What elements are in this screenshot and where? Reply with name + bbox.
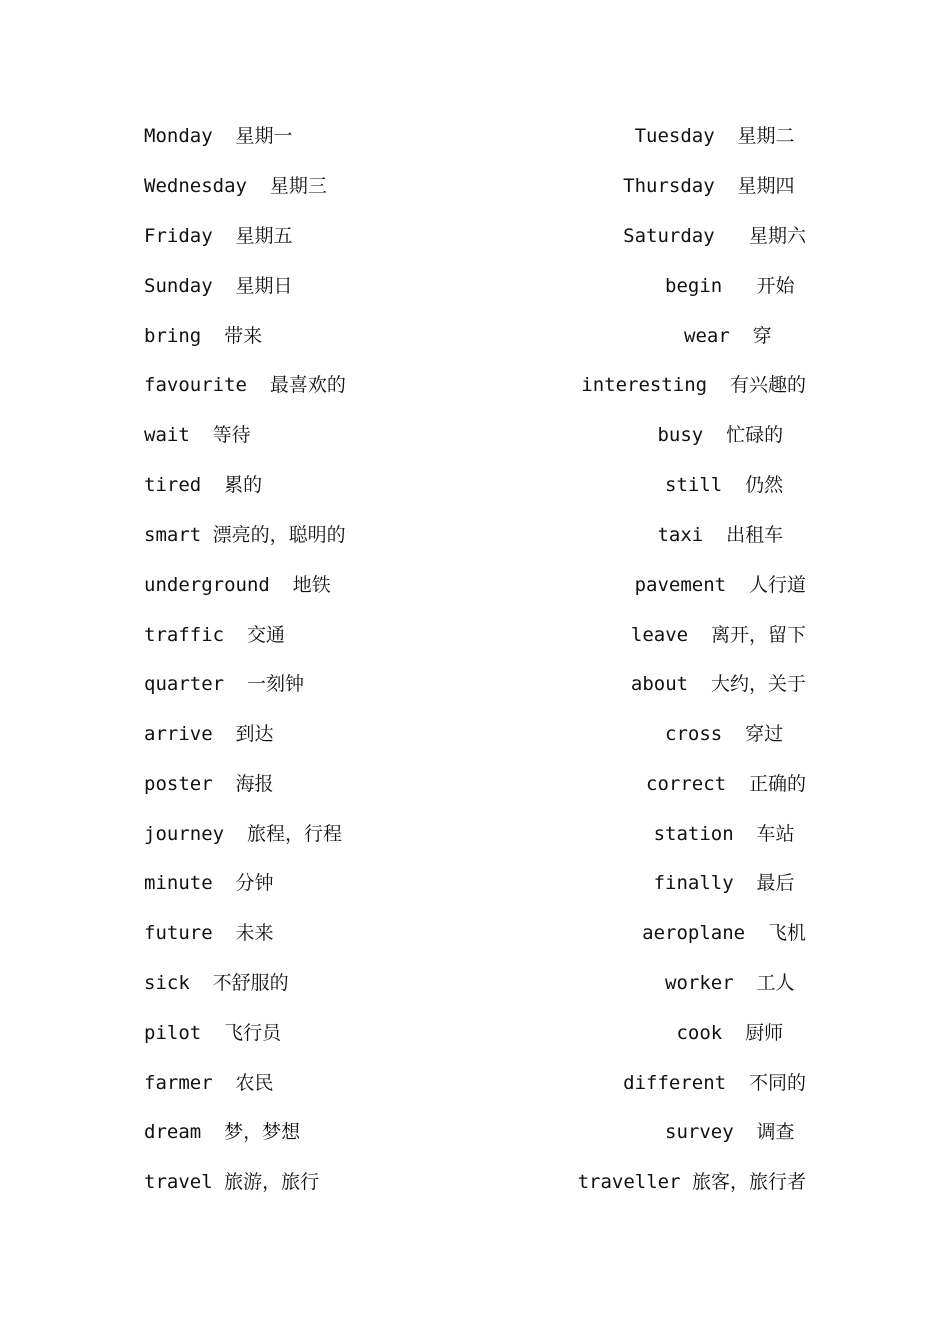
vocab-left: pilot 飞行员 xyxy=(144,1022,282,1044)
vocab-right: cross 穿过 xyxy=(665,723,806,745)
vocab-left: bring 带来 xyxy=(144,325,263,347)
vocab-right: taxi 出租车 xyxy=(657,524,806,546)
vocab-right: finally 最后 xyxy=(653,872,806,894)
vocab-row xyxy=(144,620,806,650)
vocab-row xyxy=(144,819,806,849)
vocab-left: Wednesday 星期三 xyxy=(144,175,327,197)
vocab-left: smart 漂亮的，聪明的 xyxy=(144,524,346,546)
vocab-left: traffic 交通 xyxy=(144,624,285,646)
vocab-left: quarter 一刻钟 xyxy=(144,673,304,695)
vocab-right: Tuesday 星期二 xyxy=(634,125,806,147)
vocab-right: traveller 旅客，旅行者 xyxy=(577,1171,806,1193)
vocab-left: sick 不舒服的 xyxy=(144,972,289,994)
vocab-left: minute 分钟 xyxy=(144,872,274,894)
vocab-row xyxy=(144,221,806,251)
vocab-left: arrive 到达 xyxy=(144,723,274,745)
vocab-row xyxy=(144,470,806,500)
vocab-left: Sunday 星期日 xyxy=(144,275,293,297)
vocab-left: future 未来 xyxy=(144,922,274,944)
vocab-right: busy 忙碌的 xyxy=(657,424,806,446)
vocab-row xyxy=(144,570,806,600)
vocab-left: poster 海报 xyxy=(144,773,274,795)
vocab-right: different 不同的 xyxy=(623,1072,806,1094)
vocab-right: pavement 人行道 xyxy=(634,574,806,596)
vocab-right: about 大约，关于 xyxy=(630,673,806,695)
vocab-row xyxy=(144,171,806,201)
vocab-row xyxy=(144,1018,806,1048)
vocab-row xyxy=(144,321,806,351)
vocab-left: dream 梦，梦想 xyxy=(144,1121,301,1143)
vocab-right: station 车站 xyxy=(653,823,806,845)
vocab-row xyxy=(144,1117,806,1147)
vocab-right: begin 开始 xyxy=(665,275,806,297)
vocab-row xyxy=(144,769,806,799)
vocab-right: correct 正确的 xyxy=(646,773,806,795)
vocab-right: interesting 有兴趣的 xyxy=(581,374,806,396)
vocab-left: wait 等待 xyxy=(144,424,251,446)
vocab-left: journey 旅程，行程 xyxy=(144,823,342,845)
vocab-row xyxy=(144,868,806,898)
vocab-left: travel 旅游，旅行 xyxy=(144,1171,320,1193)
vocab-right: leave 离开，留下 xyxy=(630,624,806,646)
vocab-right: aeroplane 飞机 xyxy=(642,922,806,944)
vocab-right: Saturday 星期六 xyxy=(623,225,806,247)
vocab-row xyxy=(144,669,806,699)
vocab-right: worker 工人 xyxy=(665,972,806,994)
vocab-row xyxy=(144,370,806,400)
vocab-left: farmer 农民 xyxy=(144,1072,274,1094)
vocab-row xyxy=(144,918,806,948)
vocab-left: Monday 星期一 xyxy=(144,125,293,147)
vocab-right: cook 厨师 xyxy=(676,1022,806,1044)
vocab-row xyxy=(144,719,806,749)
vocab-right: Thursday 星期四 xyxy=(623,175,806,197)
vocab-left: underground 地铁 xyxy=(144,574,331,596)
vocab-left: tired 累的 xyxy=(144,474,263,496)
vocab-left: Friday 星期五 xyxy=(144,225,293,247)
vocab-row xyxy=(144,121,806,151)
vocab-left: favourite 最喜欢的 xyxy=(144,374,346,396)
vocab-row xyxy=(144,968,806,998)
vocab-right: still 仍然 xyxy=(665,474,806,496)
vocab-right: wear 穿 xyxy=(684,325,806,347)
vocab-row xyxy=(144,271,806,301)
vocab-row xyxy=(144,1068,806,1098)
vocab-row xyxy=(144,420,806,450)
vocab-row xyxy=(144,1167,806,1197)
vocab-right: survey 调查 xyxy=(665,1121,806,1143)
vocab-row xyxy=(144,520,806,550)
